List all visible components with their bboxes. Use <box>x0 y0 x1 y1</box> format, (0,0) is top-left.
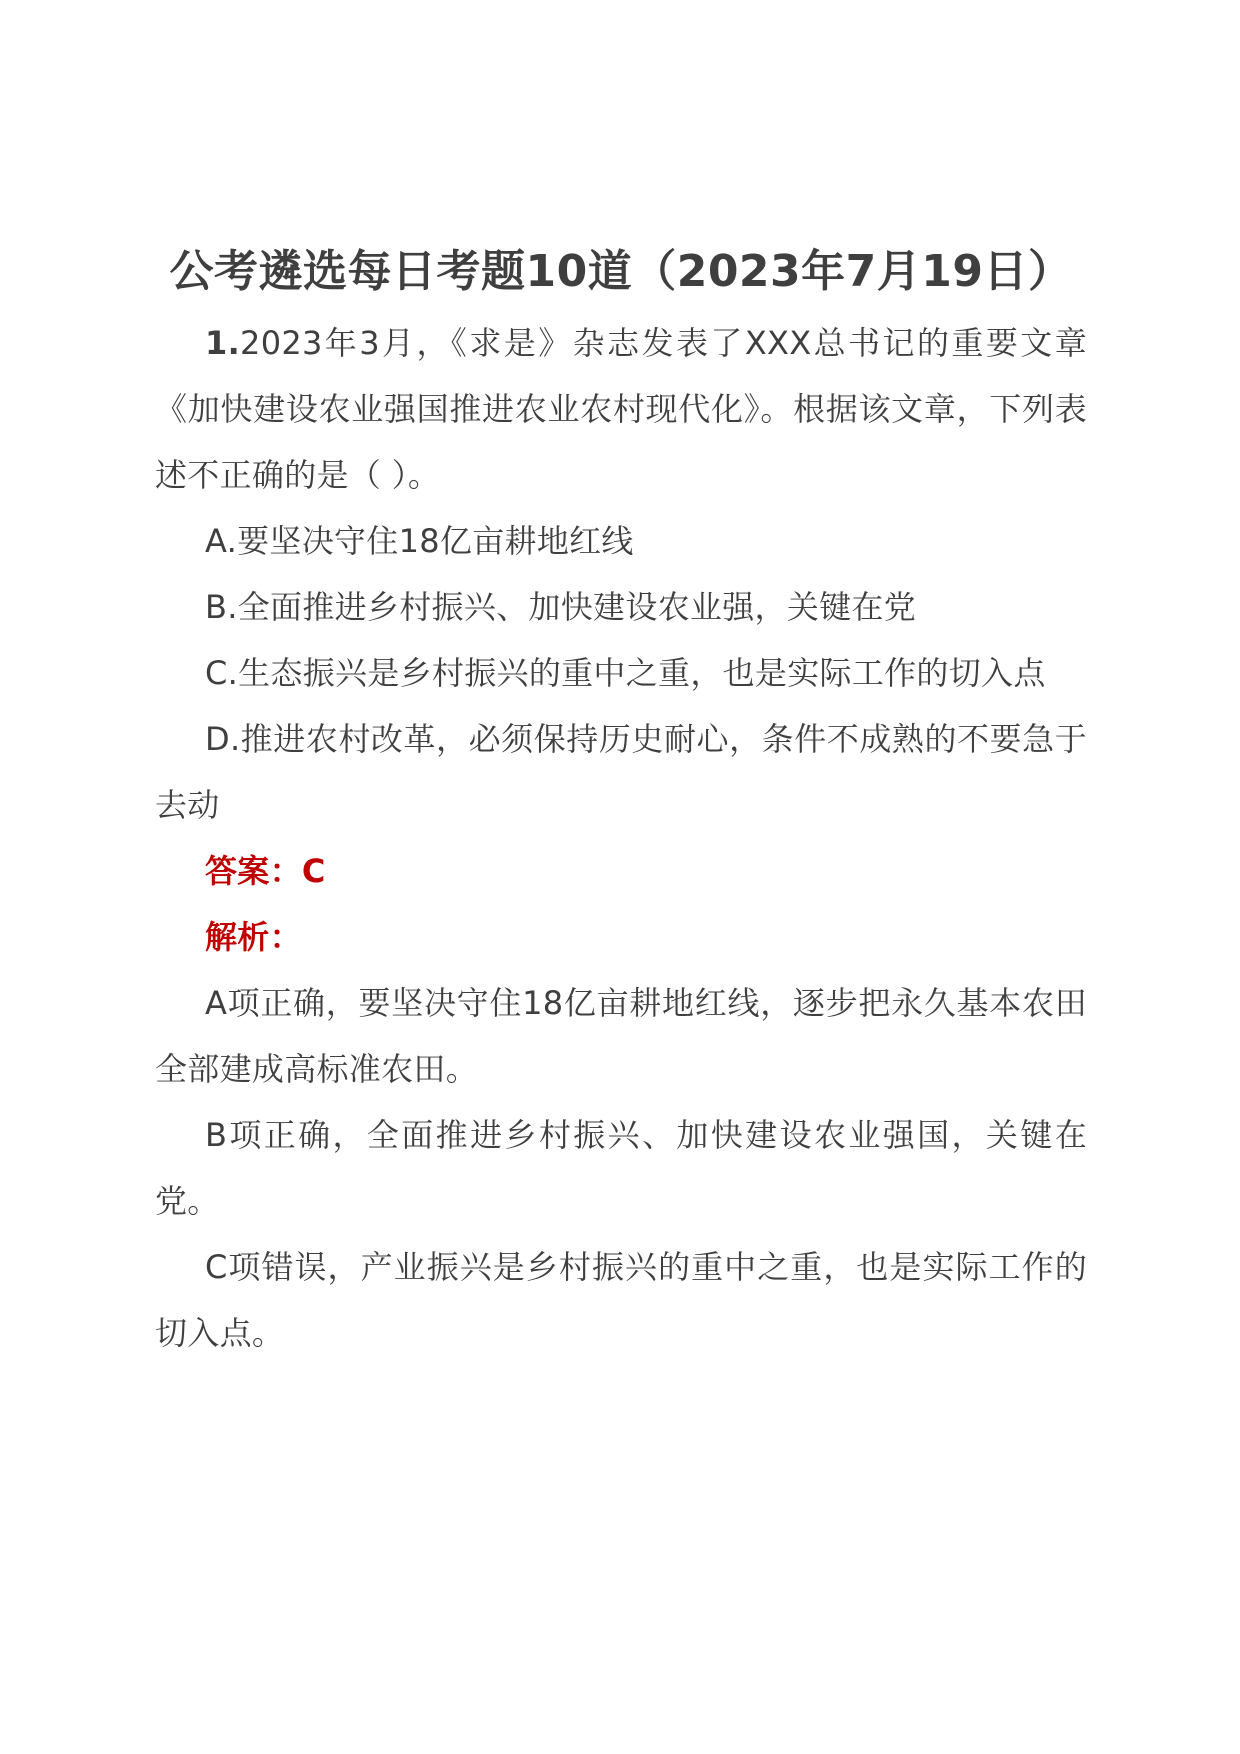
option-d: D.推进农村改革，必须保持历史耐心，条件不成熟的不要急于去动 <box>155 720 1087 824</box>
document-page <box>155 240 1087 1366</box>
analysis-a: A项正确，要坚决守住18亿亩耕地红线，逐步把永久基本农田全部建成高标准农田。 <box>155 984 1087 1088</box>
document-title: 公考遴选每日考题10道（2023年7月19日） <box>169 246 1073 297</box>
option-c: C.生态振兴是乡村振兴的重中之重，也是实际工作的切入点 <box>205 654 1046 692</box>
answer-label: 答案：C <box>205 852 326 890</box>
question-stem <box>155 310 1087 508</box>
analysis-label: 解析： <box>205 918 302 956</box>
analysis-c: C项错误，产业振兴是乡村振兴的重中之重，也是实际工作的切入点。 <box>155 1248 1087 1352</box>
option-b: B.全面推进乡村振兴、加快建设农业强，关键在党 <box>205 588 917 626</box>
analysis-b: B项正确，全面推进乡村振兴、加快建设农业强国，关键在党。 <box>155 1116 1087 1220</box>
question-number: 1. <box>205 324 241 362</box>
option-a: A.要坚决守住18亿亩耕地红线 <box>205 522 634 560</box>
question-text: 2023年3月，《求是》杂志发表了XXX总书记的重要文章《加快建设农业强国推进农业农村现代化》。根据该文章，下列表述不正确的是（ ）。 <box>155 324 1087 494</box>
